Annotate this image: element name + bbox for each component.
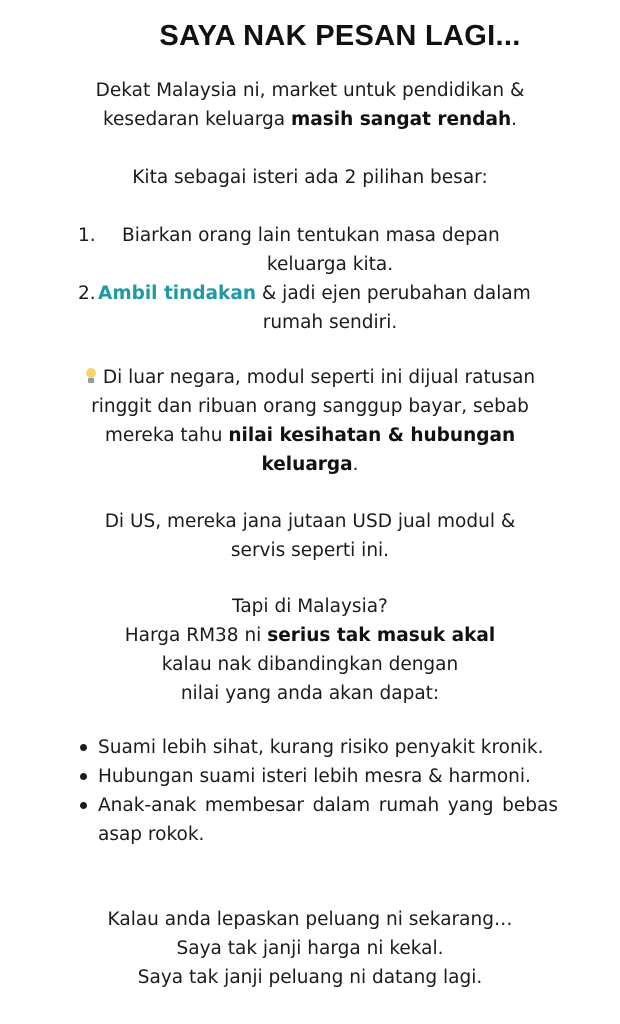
intro-paragraph xyxy=(40,76,580,134)
intro-line-1: Dekat Malaysia ni, market untuk pendidikan & xyxy=(95,80,525,101)
choice-line-1: Biarkan orang lain tentukan masa depan xyxy=(122,225,500,246)
choice-number: 1. xyxy=(78,225,96,246)
malaysia-line-3: kalau nak dibandingkan dengan xyxy=(161,654,459,675)
us-paragraph xyxy=(40,507,580,565)
closing-line-3: Saya tak janji peluang ni datang lagi. xyxy=(137,967,483,988)
malaysia-line-4: nilai yang anda akan dapat: xyxy=(180,683,440,704)
bullet-icon xyxy=(80,744,87,751)
list-item: Anak-anak membesar dalam rumah yang bebas asap rokok. xyxy=(76,791,558,849)
bullet-icon xyxy=(80,773,87,780)
intro-line-2: kesedaran keluarga masih sangat rendah. xyxy=(103,109,517,130)
closing-paragraph xyxy=(40,905,580,992)
abroad-line-1: Di luar negara, modul seperti ini dijual ratusan xyxy=(30,363,590,392)
malaysia-line-2: Harga RM38 ni serius tak masuk akal xyxy=(124,625,496,646)
choice-line-2: rumah sendiri. xyxy=(262,312,398,333)
abroad-line-4: keluarga. xyxy=(261,454,359,475)
malaysia-line-1: Tapi di Malaysia? xyxy=(232,596,388,617)
choices-list xyxy=(40,221,580,337)
us-line-1: Di US, mereka jana jutaan USD jual modul & xyxy=(104,511,516,532)
page-title: SAYA NAK PESAN LAGI... xyxy=(159,20,521,52)
abroad-emphasis: nilai kesihatan & hubungan xyxy=(228,425,516,446)
abroad-line-3: mereka tahu nilai kesihatan & hubungan xyxy=(104,425,516,446)
us-line-2: servis seperti ini. xyxy=(230,540,390,561)
bullet-icon xyxy=(80,802,87,809)
intro-emphasis: masih sangat rendah xyxy=(290,109,512,130)
closing-line-1: Kalau anda lepaskan peluang ni sekarang… xyxy=(107,909,513,930)
choice-highlight: Ambil tindakan xyxy=(98,283,256,304)
choice-line-1: Ambil tindakan & jadi ejen perubahan dalam xyxy=(98,283,531,304)
choice-line-2: keluarga kita. xyxy=(266,254,394,275)
malaysia-paragraph xyxy=(40,592,580,708)
malaysia-emphasis: serius tak masuk akal xyxy=(267,625,496,646)
choice-item xyxy=(40,279,580,337)
lightbulb-icon xyxy=(85,368,97,384)
choices-lead: Kita sebagai isteri ada 2 pilihan besar: xyxy=(132,167,488,188)
abroad-line-2: ringgit dan ribuan orang sanggup bayar, sebab xyxy=(91,396,529,417)
choice-item xyxy=(40,221,580,279)
benefits-list xyxy=(76,733,558,849)
choice-number: 2. xyxy=(78,283,96,304)
closing-line-2: Saya tak janji harga ni kekal. xyxy=(176,938,444,959)
list-item: Suami lebih sihat, kurang risiko penyakit kronik. xyxy=(76,733,558,762)
list-item: Hubungan suami isteri lebih mesra & harmoni. xyxy=(76,762,558,791)
abroad-paragraph xyxy=(30,363,590,479)
